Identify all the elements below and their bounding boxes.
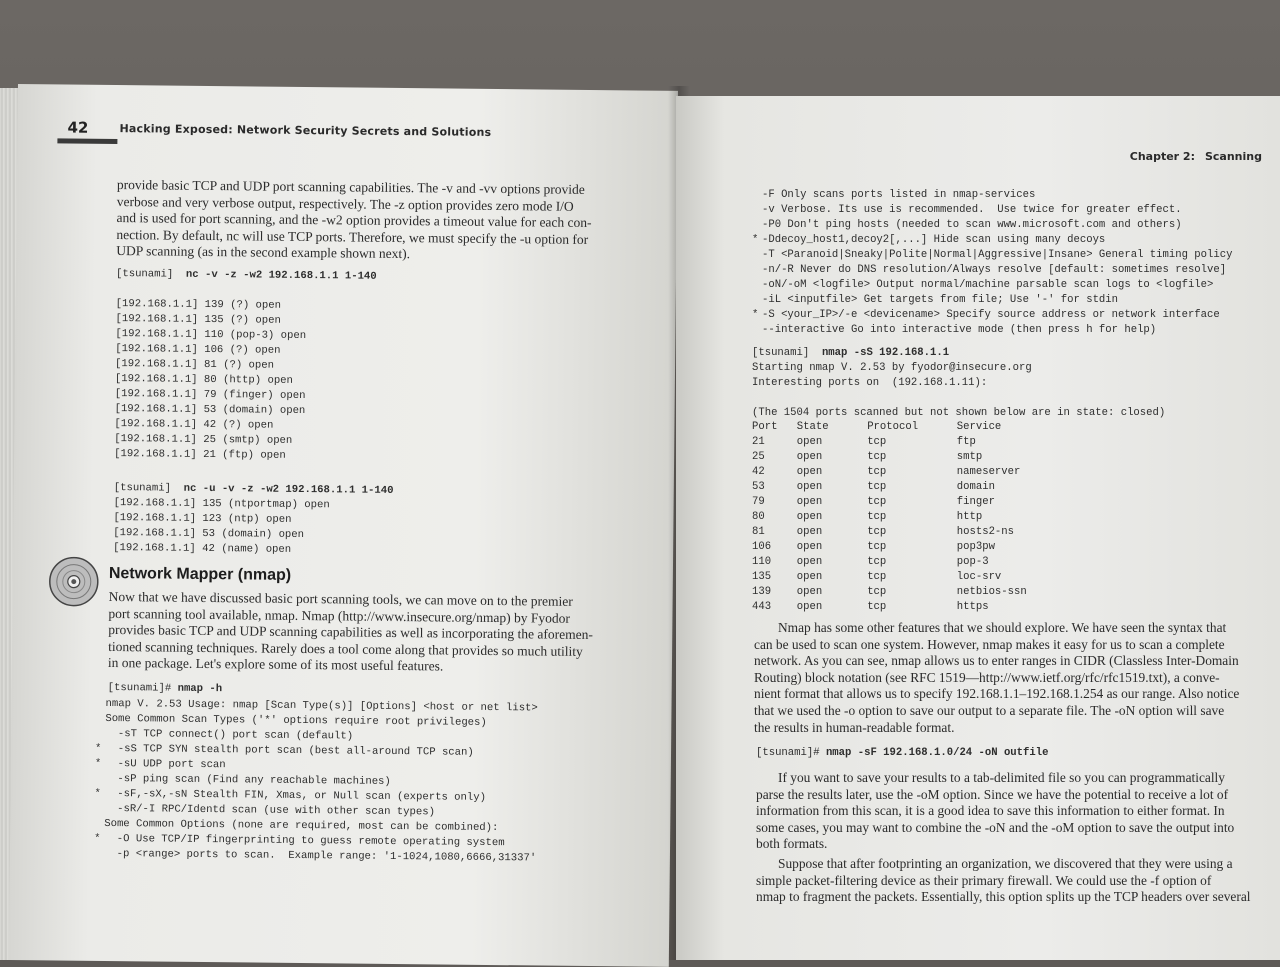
table-cell: 79 [752, 495, 797, 510]
command-text: nmap -sF 192.168.1.0/24 -oN outfile [826, 747, 1049, 759]
table-cell: State [797, 420, 867, 435]
text-line: in one package. Let's explore some of its most useful features. [108, 655, 648, 677]
table-cell: tcp [867, 585, 957, 600]
line-text: -sR/-I RPC/Identd scan (use with other scan types) [104, 803, 435, 818]
output-line: [192.168.1.1] 21 (ftp) open [114, 447, 305, 464]
table-cell: Service [957, 420, 1034, 435]
table-cell: open [797, 555, 867, 570]
line-text: -P0 Don't ping hosts (needed to scan www.microsoft.com and others) [762, 219, 1182, 231]
table-row [752, 435, 1034, 450]
text-line: simple packet-filtering device as their primary firewall. We could use the -f option of [756, 873, 1274, 890]
running-head: Hacking Exposed: Network Security Secrets and Solutions [119, 122, 491, 139]
output-line: [192.168.1.1] 81 (?) open [115, 357, 306, 374]
bullet-marker: * [752, 308, 762, 323]
line-text: -n/-R Never do DNS resolution/Always resolve [default: sometimes resolve] [762, 264, 1226, 276]
table-row [752, 570, 1034, 585]
table-cell: hosts2-ns [957, 525, 1034, 540]
ports-table [752, 420, 1034, 615]
tcp-scan-command [116, 267, 377, 285]
table-cell: pop3pw [957, 540, 1034, 555]
table-cell: tcp [867, 450, 957, 465]
output-line: [192.168.1.1] 110 (pop-3) open [115, 327, 306, 344]
command-text: nc -u -v -z -w2 192.168.1.1 1-140 [184, 483, 394, 497]
line-text: -sP ping scan (Find any reachable machines) [105, 773, 391, 788]
nmap-paragraph [108, 589, 649, 678]
line-text: -p <range> ports to scan. Example range: '1-1024,1080,6666,31337' [104, 848, 536, 865]
output-line: Interesting ports on (192.168.1.11): [752, 376, 1165, 391]
prompt: [tsunami] [752, 347, 809, 359]
output-line: [192.168.1.1] 42 (name) open [113, 541, 329, 558]
table-cell: 81 [752, 525, 797, 540]
table-cell: netbios-ssn [957, 585, 1034, 600]
output-line: [192.168.1.1] 139 (?) open [116, 297, 307, 314]
prompt: [tsunami] [114, 482, 171, 495]
table-cell: open [797, 495, 867, 510]
line-text: nmap V. 2.53 Usage: nmap [Scan Type(s)] [Options] <host or net list> [105, 698, 537, 715]
text-line: can be used to scan one system. However, nmap makes it easy for us to scan a complete [754, 637, 1274, 654]
table-cell: http [957, 510, 1034, 525]
table-cell: tcp [867, 555, 957, 570]
table-cell: open [797, 480, 867, 495]
table-cell: 21 [752, 435, 797, 450]
option-line [764, 323, 1232, 338]
bullet-marker: * [94, 787, 104, 802]
right-page [676, 96, 1280, 960]
text-line: Now that we have discussed basic port scanning tools, we can move on to the premier [109, 589, 649, 611]
table-cell: open [797, 525, 867, 540]
output-line: [192.168.1.1] 53 (domain) open [115, 402, 306, 419]
bullet-marker: * [94, 832, 104, 847]
line-text: --interactive Go into interactive mode (then press h for help) [762, 324, 1156, 336]
table-row [752, 480, 1034, 495]
option-line [764, 278, 1232, 293]
table-cell: tcp [867, 465, 957, 480]
table-cell: 443 [752, 600, 797, 615]
chapter-title: Scanning [1205, 150, 1262, 163]
option-line [764, 248, 1232, 263]
table-cell: 139 [752, 585, 797, 600]
output-line: [192.168.1.1] 79 (finger) open [115, 387, 306, 404]
text-line: If you want to save your results to a tab-delimited file so you can programmatically [756, 770, 1274, 787]
text-line: some cases, you may want to combine the -oN and the -oM option to save the output into [756, 820, 1274, 837]
firewall-paragraph [756, 856, 1274, 906]
line-text: -oN/-oM <logfile> Output normal/machine parsable scan logs to <logfile> [762, 279, 1213, 291]
table-cell: tcp [867, 510, 957, 525]
table-cell: domain [957, 480, 1034, 495]
chapter-label: Chapter 2: [1130, 150, 1195, 163]
running-head-right [1130, 150, 1262, 163]
text-line: Nmap has some other features that we should explore. We have seen the syntax that [754, 620, 1274, 637]
line-text: -F Only scans ports listed in nmap-services [762, 189, 1035, 201]
text-line: Suppose that after footprinting an organization, we discovered that they were using a [756, 856, 1274, 873]
output-line: (The 1504 ports scanned but not shown below are in state: closed) [752, 406, 1165, 421]
table-cell: 106 [752, 540, 797, 555]
table-row [752, 525, 1034, 540]
fin-scan-command [756, 746, 1048, 761]
text-line: tioned scanning techniques. Rarely does a tool come along that provides so much utility [108, 639, 648, 661]
text-line: port scanning tool available, nmap. Nmap (http://www.insecure.org/nmap) by Fyodor [108, 606, 648, 628]
command-text: nc -v -z -w2 192.168.1.1 1-140 [186, 269, 377, 283]
table-row [752, 450, 1034, 465]
line-text: Some Common Options (none are required, most can be combined): [104, 818, 498, 834]
table-header [752, 420, 1034, 435]
output-line [752, 391, 1165, 406]
option-line [764, 263, 1232, 278]
features-paragraph [754, 620, 1274, 736]
table-cell: 53 [752, 480, 797, 495]
text-line: UDP scanning (as in the second example shown next). [116, 243, 656, 265]
table-cell: open [797, 540, 867, 555]
line-text: -v Verbose. Its use is recommended. Use twice for greater effect. [762, 204, 1182, 216]
intro-paragraph [116, 177, 657, 266]
text-line: provides basic TCP and UDP scanning capabilities as well as incorporating the aforemen- [108, 622, 648, 644]
text-line: and is used for port scanning, and the -w2 option provides a timeout value for each con- [117, 210, 657, 232]
line-text: -T <Paranoid|Sneaky|Polite|Normal|Aggressive|Insane> General timing policy [762, 249, 1232, 261]
help-line [106, 847, 536, 867]
bullet-marker: * [752, 233, 762, 248]
line-text: -sU UDP port scan [105, 758, 226, 771]
table-cell: tcp [867, 435, 957, 450]
table-cell: Port [752, 420, 797, 435]
line-text: Some Common Scan Types ('*' options require root privileges) [105, 713, 487, 729]
prompt: [tsunami]# [756, 747, 820, 759]
table-row [752, 540, 1034, 555]
command-text: nmap -sS 192.168.1.1 [822, 347, 949, 359]
table-row [752, 555, 1034, 570]
bullet-marker: * [95, 742, 105, 757]
text-line: information from this scan, it is a good idea to save this information to either format. In [756, 803, 1274, 820]
table-cell: open [797, 585, 867, 600]
help-command [108, 681, 223, 697]
section-heading: Network Mapper (nmap) [109, 565, 291, 585]
table-cell: https [957, 600, 1034, 615]
syn-scan-command [752, 346, 949, 361]
save-paragraph [756, 770, 1274, 853]
text-line: Routing) block notation (see RFC 1519—http://www.ietf.org/rfc/rfc1519.txt), a conve- [754, 670, 1274, 687]
option-line [764, 203, 1232, 218]
prompt: [tsunami] [116, 268, 173, 281]
table-row [752, 585, 1034, 600]
page-number-bar [57, 138, 117, 144]
text-line: parse the results later, use the -oM option. Since we have the potential to receive a lot of [756, 787, 1274, 804]
table-cell: tcp [867, 540, 957, 555]
bullet-marker: * [95, 757, 105, 772]
page-number: 42 [67, 119, 88, 137]
output-line: [192.168.1.1] 80 (http) open [115, 372, 306, 389]
help-output [106, 697, 538, 866]
table-cell: open [797, 465, 867, 480]
table-cell: open [797, 570, 867, 585]
left-page [9, 84, 678, 967]
output-line: Starting nmap V. 2.53 by fyodor@insecure.org [752, 361, 1165, 376]
text-line: verbose and very verbose output, respectively. The -z option provides zero mode I/O [117, 194, 657, 216]
text-line: both formats. [756, 836, 1274, 853]
line-text: -S <your_IP>/-e <devicename> Specify source address or network interface [762, 309, 1220, 321]
line-text: -sF,-sX,-sN Stealth FIN, Xmas, or Null scan (experts only) [105, 788, 487, 804]
table-cell: 25 [752, 450, 797, 465]
output-line: [192.168.1.1] 135 (?) open [115, 312, 306, 329]
table-cell: open [797, 600, 867, 615]
text-line: nection. By default, nc will use TCP ports. Therefore, we must specify the -u option for [116, 227, 656, 249]
table-cell: 135 [752, 570, 797, 585]
text-line: nient format that allows us to specify 192.168.1.1–192.168.1.254 as our range. Also notice [754, 686, 1274, 703]
line-text: -O Use TCP/IP fingerprinting to guess remote operating system [104, 833, 505, 849]
line-text: -Ddecoy_host1,decoy2[,...] Hide scan using many decoys [762, 234, 1105, 246]
table-cell: tcp [867, 525, 957, 540]
table-row [752, 465, 1034, 480]
table-cell: 42 [752, 465, 797, 480]
table-cell: nameserver [957, 465, 1034, 480]
table-cell: smtp [957, 450, 1034, 465]
table-cell: ftp [957, 435, 1034, 450]
option-line [764, 233, 1232, 248]
table-cell: tcp [867, 495, 957, 510]
table-cell: pop-3 [957, 555, 1034, 570]
syn-scan-header [752, 361, 1165, 421]
text-line: nmap to fragment the packets. Essentially, this option splits up the TCP headers over several [756, 889, 1274, 906]
option-line [764, 293, 1232, 308]
text-line: the results in human-readable format. [754, 720, 1274, 737]
table-cell: open [797, 450, 867, 465]
output-line: [192.168.1.1] 53 (domain) open [113, 526, 329, 543]
table-cell: finger [957, 495, 1034, 510]
tcp-scan-output [114, 297, 306, 464]
output-line: [192.168.1.1] 25 (smtp) open [114, 432, 305, 449]
table-row [752, 600, 1034, 615]
option-line [764, 218, 1232, 233]
table-cell: tcp [867, 480, 957, 495]
output-line: [192.168.1.1] 42 (?) open [114, 417, 305, 434]
cd-icon [49, 556, 100, 607]
text-line: that we used the -o option to save our output to a separate file. The -oN option will save [754, 703, 1274, 720]
udp-scan-output [113, 496, 330, 558]
output-line: [192.168.1.1] 106 (?) open [115, 342, 306, 359]
table-cell: loc-srv [957, 570, 1034, 585]
table-cell: Protocol [867, 420, 957, 435]
text-line: network. As you can see, nmap allows us to enter ranges in CIDR (Classless Inter-Domain [754, 653, 1274, 670]
table-cell: open [797, 435, 867, 450]
option-line [764, 188, 1232, 203]
option-line [764, 308, 1232, 323]
output-line: [192.168.1.1] 135 (ntportmap) open [114, 496, 330, 513]
table-row [752, 510, 1034, 525]
table-cell: 80 [752, 510, 797, 525]
line-text: -sS TCP SYN stealth port scan (best all-around TCP scan) [105, 743, 474, 759]
line-text: -sT TCP connect() port scan (default) [105, 728, 353, 743]
text-line: provide basic TCP and UDP port scanning capabilities. The -v and -vv options provide [117, 177, 657, 199]
table-cell: tcp [867, 570, 957, 585]
prompt: [tsunami]# [108, 682, 172, 695]
table-row [752, 495, 1034, 510]
options-output [764, 188, 1232, 338]
table-cell: open [797, 510, 867, 525]
table-cell: tcp [867, 600, 957, 615]
line-text: -iL <inputfile> Get targets from file; Use '-' for stdin [762, 294, 1118, 306]
table-cell: 110 [752, 555, 797, 570]
command-text: nmap -h [178, 683, 223, 695]
output-line: [192.168.1.1] 123 (ntp) open [113, 511, 329, 528]
